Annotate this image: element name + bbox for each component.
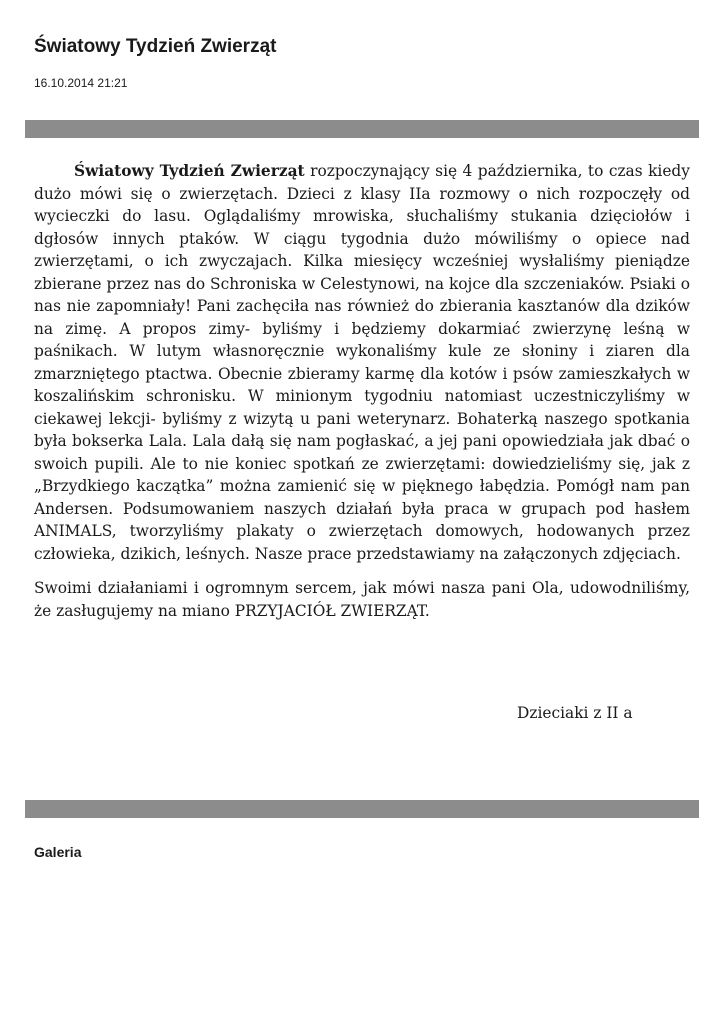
page-title: Światowy Tydzień Zwierząt bbox=[34, 36, 277, 57]
article-paragraph bbox=[34, 160, 690, 565]
publish-date: 16.10.2014 21:21 bbox=[34, 76, 128, 90]
article-body bbox=[34, 160, 690, 622]
article-signature: Dzieciaki z II a bbox=[517, 704, 633, 722]
gallery-heading: Galeria bbox=[34, 844, 82, 860]
article-paragraph-text: rozpoczynający się 4 października, to czas kiedy dużo mówi się o zwierzętach. Dzieci z klasy IIa rozmowy o nich rozpoczęły od wycieczki do lasu. Oglądaliśmy mrowiska, słuchaliśmy stukania dzięciołów i dgłosów innych ptaków. W ciągu tygodnia dużo mówiliśmy o opiece nad zwierzętami, o ich zwyczajach. Kilka miesięcy wcześniej wysłaliśmy pieniądze zbierane przez nas do Schroniska w Celestynowi, na kojce dla szczeniaków. Psiaki o nas nie zapomniały! Pani zachęciła nas również do zbierania kasztanów dla dzików na zimę. A propos zimy- byliśmy i będziemy dokarmiać zwierzynę leśną w paśnikach. W lutym własnoręcznie wykonaliśmy kule ze słoniny i ziaren dla zmarzniętego ptactwa. Obecnie zbieramy karmę dla kotów i psów zamieszkałych w koszalińskim schronisku. W minionym tygodniu natomiast uczestniczyliśmy w ciekawej lekcji- byliśmy z wizytą u pani weterynarz. Bohaterką naszego spotkania była bokserka Lala. Lala dałą się nam pogłaskać, a jej pani opowiedziała jak dbać o swoich pupili. Ale to nie koniec spotkań ze zwierzętami: dowiedzieliśmy się, jak z „Brzydkiego kaczątka” można zamienić się w pięknego łabędzia. Pomógł nam pan Andersen. Podsumowaniem naszych działań była praca w grupach pod hasłem ANIMALS, tworzyliśmy plakaty o zwierzętach domowych, hodowanych przez człowieka, dzikich, leśnych. Nasze prace przedstawiamy na załączonych zdjęciach. bbox=[34, 162, 690, 563]
article-paragraph: Swoimi działaniami i ogromnym sercem, jak mówi nasza pani Ola, udowodniliśmy, że zasługujemy na miano PRZYJACIÓŁ ZWIERZĄT. bbox=[34, 579, 690, 620]
article-lead: Światowy Tydzień Zwierząt bbox=[74, 162, 305, 180]
header-divider-bar bbox=[25, 120, 699, 138]
footer-divider-bar bbox=[25, 800, 699, 818]
